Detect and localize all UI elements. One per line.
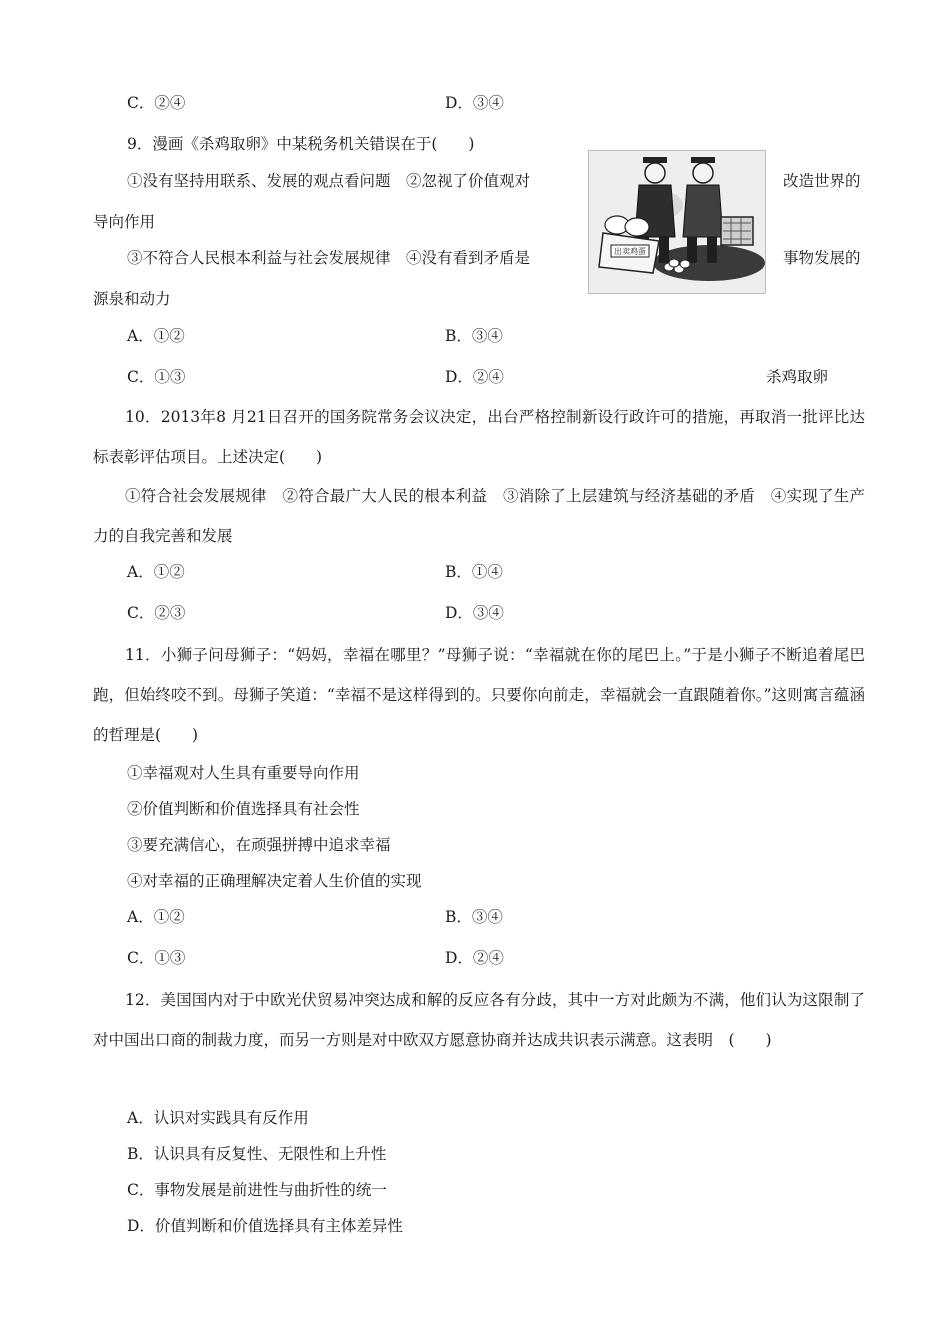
q9-option-c: C．①③ — [127, 368, 186, 386]
q10-statements: ①符合社会发展规律 ②符合最广大人民的根本利益 ③消除了上层建筑与经济基础的矛盾 ④实现了生产力的自我完善和发展 — [93, 487, 865, 545]
q11-statement-3: ③要充满信心，在顽强拼搏中追求幸福 — [127, 836, 391, 854]
q9-line3-left: ③不符合人民根本利益与社会发展规律 ④没有看到矛盾是 — [127, 249, 531, 267]
q12-stem: 12．美国国内对于中欧光伏贸易冲突达成和解的反应各有分歧，其中一方对此颇为不满，他们认为这限制了对中国出口商的制裁力度，而另一方则是对中欧双方愿意协商并达成共识表示满意。这表明 ( ) — [93, 991, 865, 1049]
q11-option-d: D．②④ — [445, 949, 504, 967]
q9-option-d: D．②④ — [445, 368, 504, 386]
q9-line2: 导向作用 — [93, 213, 156, 231]
cartoon-sign-text: 出卖鸡蛋 — [614, 247, 646, 256]
cartoon-image — [588, 150, 766, 294]
q9-line1-left: ①没有坚持用联系、发展的观点看问题 ②忽视了价值观对 — [127, 172, 531, 190]
q9-option-b: B．③④ — [445, 327, 503, 345]
q11-statement-1: ①幸福观对人生具有重要导向作用 — [127, 764, 360, 782]
q11-option-c: C．①③ — [127, 949, 186, 967]
q10-option-a: A．①② — [127, 563, 185, 581]
q10-stem: 10．2013年8 月21日召开的国务院常务会议决定，出台严格控制新设行政许可的措施，再取消一批评比达标表彰评估项目。上述决定( ) — [93, 408, 865, 466]
q10-option-b: B．①④ — [445, 563, 503, 581]
q12-option-d: D．价值判断和价值选择具有主体差异性 — [127, 1217, 403, 1235]
q8-option-c: C．②④ — [127, 94, 186, 112]
q9-line1-right: 改造世界的 — [783, 172, 861, 190]
q11-statement-2: ②价值判断和价值选择具有社会性 — [127, 800, 360, 818]
q8-option-d: D．③④ — [445, 94, 504, 112]
q12-option-b: B．认识具有反复性、无限性和上升性 — [127, 1145, 387, 1163]
q9-line3-right: 事物发展的 — [783, 249, 861, 267]
q11-statement-4: ④对幸福的正确理解决定着人生价值的实现 — [127, 872, 422, 890]
q12-option-a: A．认识对实践具有反作用 — [127, 1109, 309, 1127]
q11-option-a: A．①② — [127, 908, 185, 926]
q11-stem: 11．小狮子问母狮子：“妈妈，幸福在哪里？”母狮子说：“幸福就在你的尾巴上。”于是小狮子不断追着尾巴跑，但始终咬不到。母狮子笑道：“幸福不是这样得到的。只要你向前走，幸福就会一直跟随着你。”这则寓言蕴涵的哲理是( ) — [93, 646, 865, 744]
q10-option-d: D．③④ — [445, 604, 504, 622]
q9-stem: 9．漫画《杀鸡取卵》中某税务机关错误在于( ) — [127, 135, 475, 153]
q9-line4: 源泉和动力 — [93, 290, 171, 308]
q12-option-c: C．事物发展是前进性与曲折性的统一 — [127, 1181, 387, 1199]
cartoon-drawing — [589, 151, 765, 293]
q10-option-c: C．②③ — [127, 604, 186, 622]
q11-option-b: B．③④ — [445, 908, 503, 926]
q9-option-a: A．①② — [127, 327, 185, 345]
cartoon-caption: 杀鸡取卵 — [766, 368, 829, 386]
